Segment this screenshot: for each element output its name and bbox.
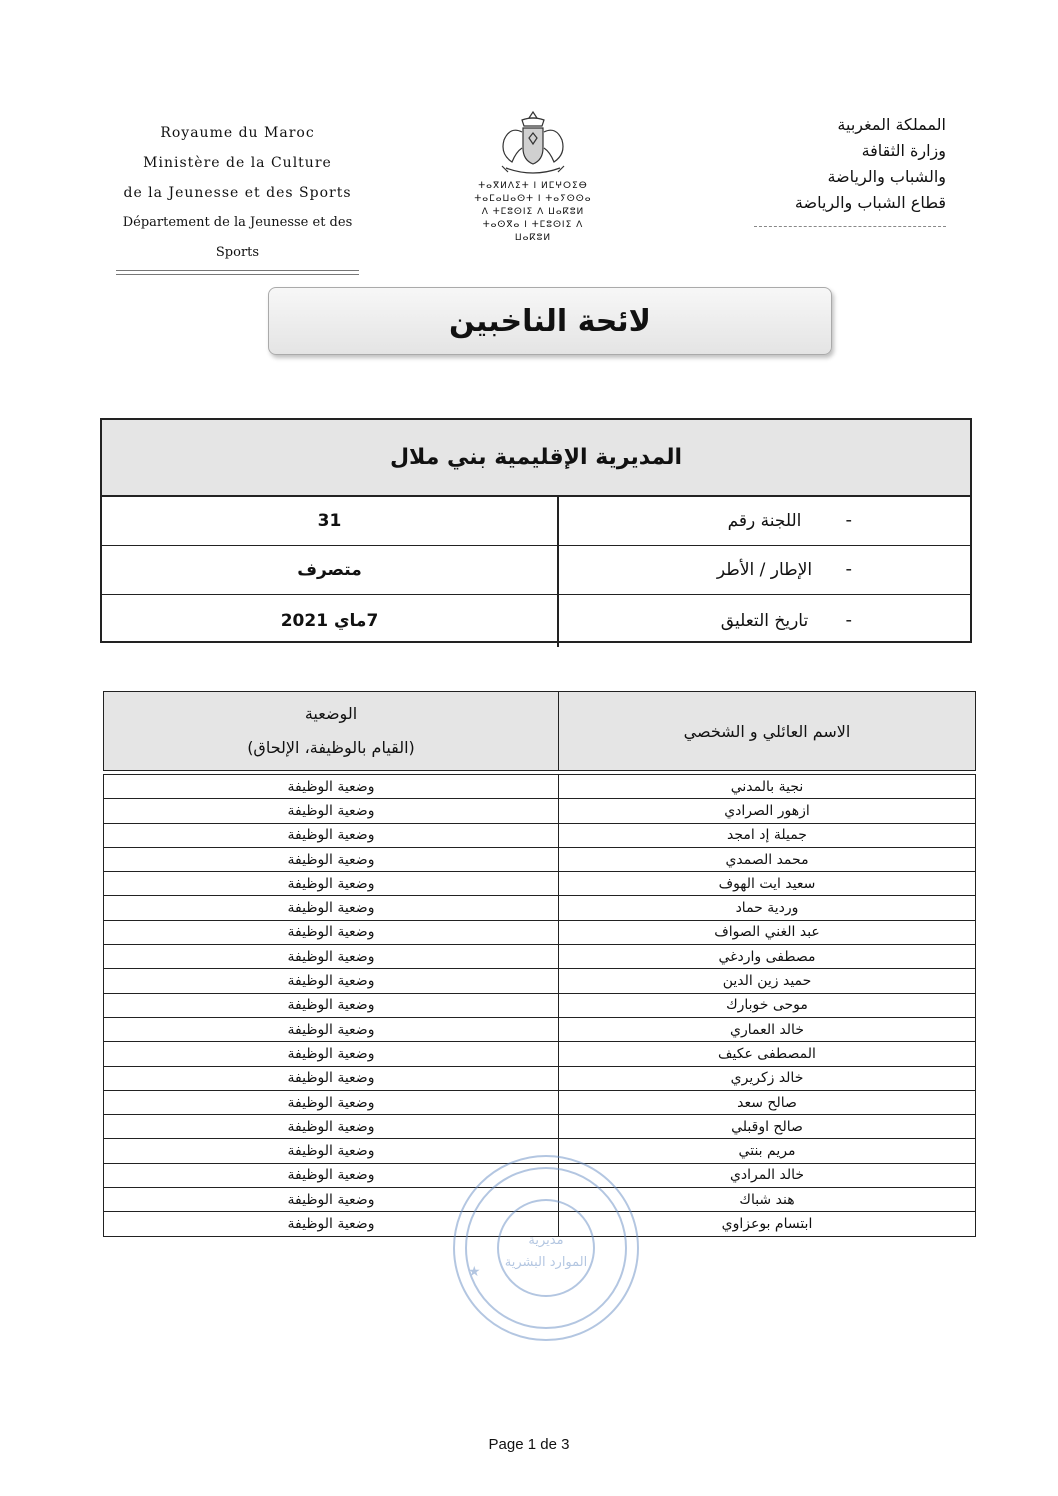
status-cell: وضعية الوظيفة bbox=[104, 1042, 559, 1066]
name-cell: عبد الغني الصواف bbox=[559, 920, 976, 944]
status-header-line2: (القيام بالوظيفة، الإلحاق) bbox=[247, 738, 415, 757]
table-row bbox=[104, 945, 976, 969]
name-cell: هند شباك bbox=[559, 1188, 976, 1212]
header-fr-rule bbox=[116, 270, 359, 275]
status-cell: وضعية الوظيفة bbox=[104, 920, 559, 944]
info-row bbox=[102, 497, 970, 546]
info-row bbox=[102, 595, 970, 647]
info-dash: - bbox=[845, 509, 852, 531]
table-row bbox=[104, 896, 976, 920]
name-cell: صالح اوقبلي bbox=[559, 1115, 976, 1139]
name-cell: سعيد ايت الهوف bbox=[559, 872, 976, 896]
official-stamp-icon bbox=[446, 1148, 646, 1348]
info-value: متصرف bbox=[102, 546, 559, 594]
name-cell: مصطفى واردغي bbox=[559, 945, 976, 969]
header-fr-line: Royaume du Maroc bbox=[160, 125, 315, 141]
header-arabic-block bbox=[736, 112, 946, 227]
header-ar-line: والشباب والرياضة bbox=[827, 167, 946, 186]
table-row bbox=[104, 872, 976, 896]
status-cell: وضعية الوظيفة bbox=[104, 823, 559, 847]
header-fr-line: Département de la Jeunesse et des Sports bbox=[122, 215, 353, 260]
table-row bbox=[104, 823, 976, 847]
table-row bbox=[104, 847, 976, 871]
info-row bbox=[102, 546, 970, 595]
table-row bbox=[104, 920, 976, 944]
name-cell: ابتسام بوعزاوي bbox=[559, 1212, 976, 1236]
table-row bbox=[104, 1042, 976, 1066]
name-cell: حميد زين الدين bbox=[559, 969, 976, 993]
name-cell: صالح سعد bbox=[559, 1090, 976, 1114]
table-row bbox=[104, 799, 976, 823]
status-cell: وضعية الوظيفة bbox=[104, 1066, 559, 1090]
table-row bbox=[104, 1115, 976, 1139]
name-cell: خالد العماري bbox=[559, 1017, 976, 1041]
status-cell: وضعية الوظيفة bbox=[104, 872, 559, 896]
status-cell: وضعية الوظيفة bbox=[104, 1188, 559, 1212]
column-header-name: الاسم العائلي و الشخصي bbox=[559, 692, 976, 771]
tifinagh-line: ⵜⴰⵎⴰⵡⴰⵙⵜ ⵏ ⵜⴰⵢⵙⵙⴰ bbox=[474, 194, 592, 204]
status-cell: وضعية الوظيفة bbox=[104, 1163, 559, 1187]
directorate-heading: المديرية الإقليمية بني ملال bbox=[102, 420, 970, 497]
name-cell: المصطفى عكيف bbox=[559, 1042, 976, 1066]
status-cell: وضعية الوظيفة bbox=[104, 969, 559, 993]
table-row bbox=[104, 1017, 976, 1041]
status-cell: وضعية الوظيفة bbox=[104, 799, 559, 823]
table-row bbox=[104, 993, 976, 1017]
name-cell: جميلة إد امجد bbox=[559, 823, 976, 847]
header-fr-line: de la Jeunesse et des Sports bbox=[123, 185, 352, 201]
page-title: لائحة الناخبين bbox=[448, 303, 652, 339]
header-ar-line: المملكة المغربية bbox=[837, 115, 946, 134]
status-cell: وضعية الوظيفة bbox=[104, 1017, 559, 1041]
table-row bbox=[104, 775, 976, 799]
header-fr-line: Ministère de la Culture bbox=[143, 155, 332, 171]
info-label-cell bbox=[559, 546, 970, 594]
status-cell: وضعية الوظيفة bbox=[104, 1212, 559, 1236]
stamp-text-2: الموارد البشرية bbox=[504, 1255, 588, 1270]
tifinagh-line: ⴷ ⵜⵎⵓⵙⵏⵉ ⴷ ⵡⴰⴽⵓⵍ bbox=[481, 207, 585, 217]
info-label: تاريخ التعليق bbox=[720, 611, 809, 631]
name-cell: محمد الصمدي bbox=[559, 847, 976, 871]
name-cell: ازهور الصرادي bbox=[559, 799, 976, 823]
header-french-block bbox=[110, 118, 365, 275]
stamp-text-1: مديرية bbox=[528, 1233, 564, 1248]
header-ar-line: قطاع الشباب والرياضة bbox=[794, 193, 946, 212]
name-cell: خالد المرادي bbox=[559, 1163, 976, 1187]
header-tifinagh-block bbox=[468, 180, 598, 245]
header-ar-line: وزارة الثقافة bbox=[861, 141, 946, 160]
status-header-line1: الوضعية bbox=[304, 704, 358, 723]
header-ar-rule bbox=[754, 226, 946, 227]
title-box bbox=[268, 287, 832, 355]
status-cell: وضعية الوظيفة bbox=[104, 847, 559, 871]
name-cell: موحى خوبارك bbox=[559, 993, 976, 1017]
info-dash: - bbox=[845, 609, 852, 631]
info-label: اللجنة رقم bbox=[727, 511, 802, 531]
status-cell: وضعية الوظيفة bbox=[104, 1115, 559, 1139]
status-cell: وضعية الوظيفة bbox=[104, 945, 559, 969]
info-label: الإطار / الأطر bbox=[716, 560, 813, 580]
page-number: Page 1 de 3 bbox=[488, 1436, 570, 1453]
info-dash: - bbox=[845, 558, 852, 580]
status-cell: وضعية الوظيفة bbox=[104, 1139, 559, 1163]
tifinagh-line: ⵜⴰⴳⵍⴷⵉⵜ ⵏ ⵍⵎⵖⵔⵉⴱ bbox=[478, 181, 588, 191]
info-label-cell bbox=[559, 595, 970, 647]
column-header-status bbox=[104, 692, 559, 771]
tifinagh-line: ⵜⴰⵙⴳⴰ ⵏ ⵜⵎⵓⵙⵏⵉ ⴷ ⵡⴰⴽⵓⵍ bbox=[482, 220, 584, 243]
table-row bbox=[104, 1066, 976, 1090]
name-cell: خالد زكريري bbox=[559, 1066, 976, 1090]
info-label-cell bbox=[559, 497, 970, 545]
status-cell: وضعية الوظيفة bbox=[104, 775, 559, 799]
table-row bbox=[104, 1090, 976, 1114]
coat-of-arms-icon bbox=[492, 108, 574, 178]
info-value: 7ماي 2021 bbox=[102, 595, 559, 647]
status-cell: وضعية الوظيفة bbox=[104, 896, 559, 920]
name-cell: نجية بالمدني bbox=[559, 775, 976, 799]
table-row bbox=[104, 969, 976, 993]
name-cell: مريم بنتي bbox=[559, 1139, 976, 1163]
info-value: 31 bbox=[102, 497, 559, 545]
name-cell: وردية حماد bbox=[559, 896, 976, 920]
table-header-row bbox=[104, 692, 976, 771]
status-cell: وضعية الوظيفة bbox=[104, 993, 559, 1017]
info-table bbox=[100, 418, 972, 643]
status-cell: وضعية الوظيفة bbox=[104, 1090, 559, 1114]
svg-text:★: ★ bbox=[468, 1264, 481, 1280]
